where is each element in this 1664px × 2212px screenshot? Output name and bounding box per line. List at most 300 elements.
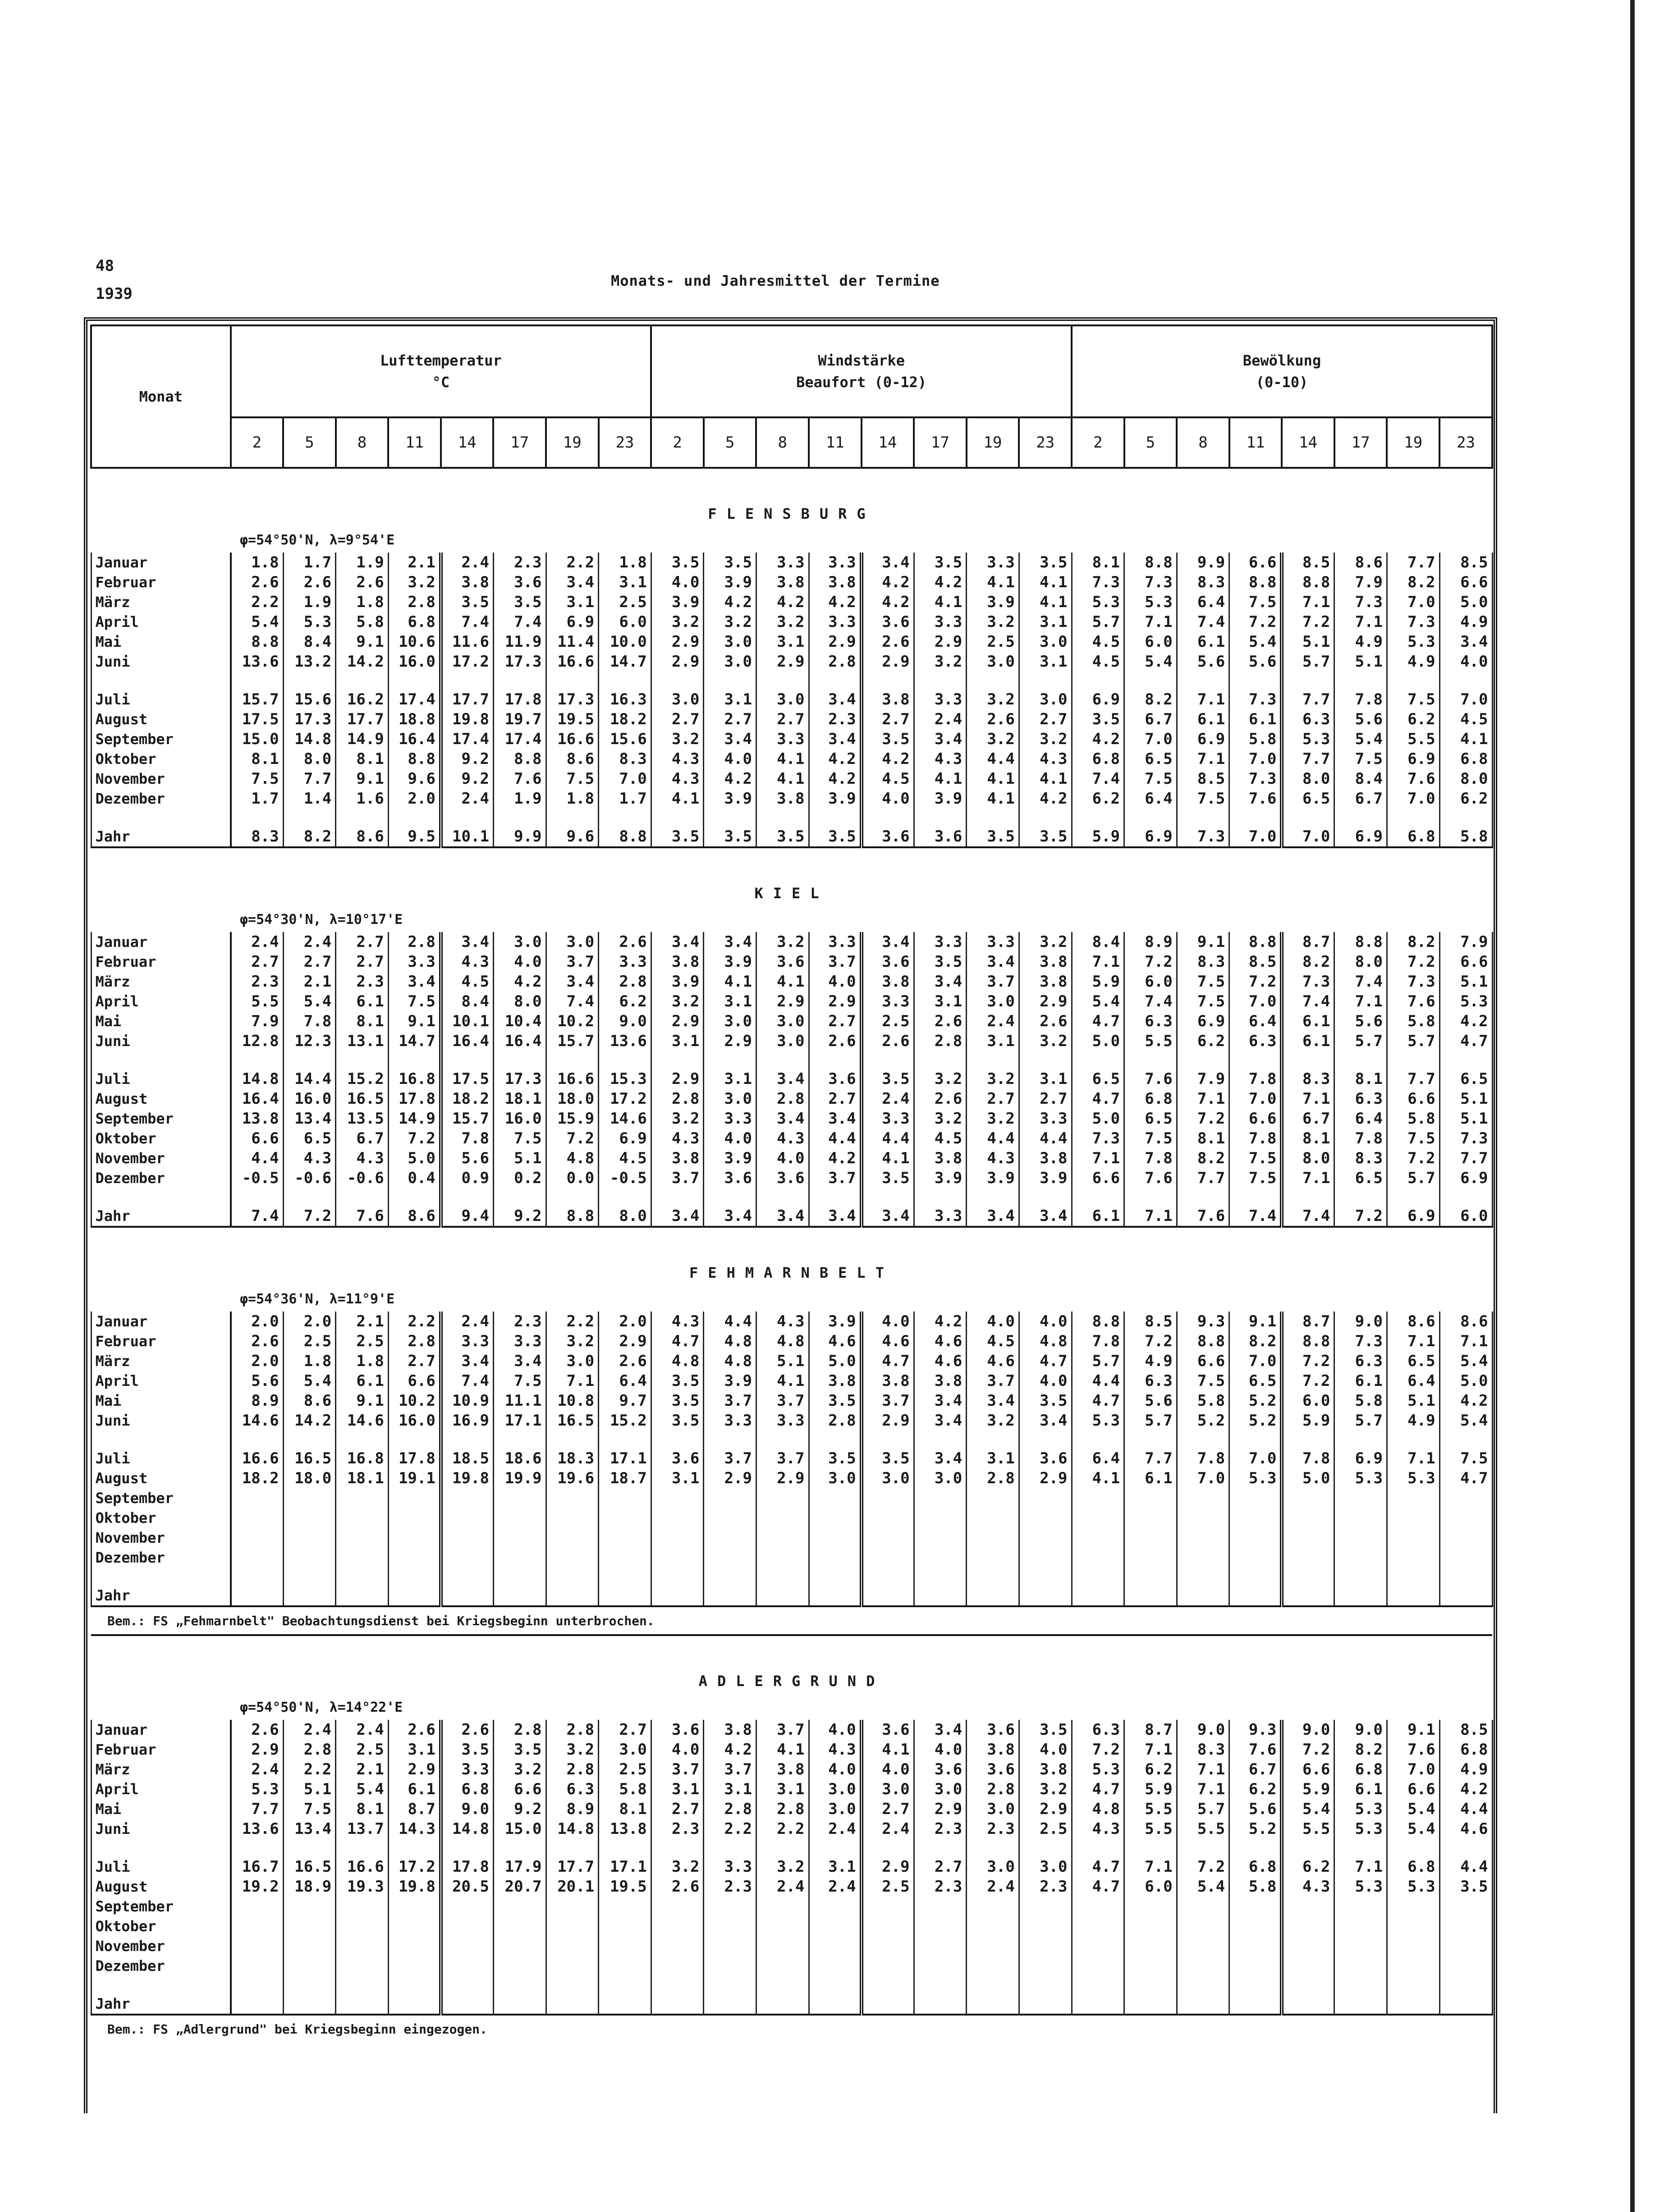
wind-value: 3.3	[704, 1109, 756, 1129]
temp-value: 10.2	[546, 1011, 599, 1031]
spacer-cell	[1282, 1568, 1334, 1586]
spacer-cell	[704, 1188, 756, 1206]
spacer-cell	[809, 809, 862, 827]
spacer-cell	[1334, 1839, 1387, 1857]
cloud-value: 6.2	[1124, 1760, 1177, 1779]
temp-value: 2.3	[493, 553, 546, 572]
temp-value	[546, 1956, 599, 1976]
hour-header: 14	[441, 417, 494, 468]
spacer-cell	[283, 672, 336, 690]
wind-value: 3.4	[704, 729, 756, 749]
temp-value: 13.7	[336, 1819, 389, 1839]
wind-value: 3.2	[651, 729, 704, 749]
temp-value: 2.3	[336, 972, 389, 992]
cloud-value: 8.4	[1072, 932, 1124, 952]
temp-value: 9.1	[336, 1391, 389, 1411]
wind-value	[704, 1548, 756, 1568]
cloud-value: 7.1	[1439, 1331, 1492, 1351]
cloud-value: 4.4	[1439, 1799, 1492, 1819]
spacer-cell	[91, 1976, 231, 1994]
spacer-cell	[1177, 672, 1229, 690]
wind-value: 3.4	[967, 1206, 1019, 1227]
station-header-row	[91, 468, 1492, 527]
temp-value	[283, 1488, 336, 1508]
temp-value	[336, 1916, 389, 1936]
cloud-value: 5.2	[1229, 1819, 1282, 1839]
temp-value: 18.1	[336, 1468, 389, 1488]
cloud-value: 7.4	[1334, 972, 1387, 992]
cloud-value: 6.6	[1439, 952, 1492, 972]
temp-value	[441, 1508, 494, 1528]
temp-value	[388, 1956, 441, 1976]
wind-value: 4.2	[914, 572, 967, 592]
month-row	[91, 652, 1492, 672]
cloud-value: 6.3	[1282, 709, 1334, 729]
cloud-value: 6.3	[1072, 1720, 1124, 1740]
temp-value: 18.2	[231, 1468, 284, 1488]
cloud-value: 7.1	[1334, 1857, 1387, 1877]
wind-value: 2.7	[704, 709, 756, 729]
cloud-value: 7.5	[1124, 769, 1177, 789]
wind-value: 2.5	[967, 632, 1019, 652]
month-row	[91, 1089, 1492, 1109]
wind-value: 2.3	[1019, 1877, 1072, 1897]
wind-value: 4.1	[1019, 592, 1072, 612]
temp-value: 2.5	[599, 1760, 651, 1779]
spacer-cell	[546, 809, 599, 827]
spacer-cell	[1019, 1051, 1072, 1069]
spacer-cell	[1229, 1051, 1282, 1069]
spacer-row	[91, 1976, 1492, 1994]
wind-value: 3.4	[914, 1391, 967, 1411]
wind-value: 4.3	[756, 1129, 809, 1148]
wind-value: 3.8	[862, 1371, 914, 1391]
cloud-value: 7.6	[1124, 1069, 1177, 1089]
cloud-value: 5.0	[1439, 592, 1492, 612]
temp-value: 9.2	[493, 1206, 546, 1227]
spacer-cell	[546, 672, 599, 690]
wind-value: 4.6	[862, 1331, 914, 1351]
wind-value: 3.3	[756, 729, 809, 749]
wind-value: 3.2	[967, 1411, 1019, 1430]
wind-value: 3.6	[809, 1069, 862, 1089]
wind-value: 4.6	[967, 1351, 1019, 1371]
cloud-value: 5.7	[1334, 1411, 1387, 1430]
cloud-value: 7.3	[1334, 1331, 1387, 1351]
month-label: Oktober	[91, 749, 231, 769]
wind-value: 3.2	[967, 690, 1019, 709]
temp-value: 2.9	[231, 1740, 284, 1760]
wind-value: 2.9	[756, 992, 809, 1011]
wind-value: 2.7	[967, 1089, 1019, 1109]
wind-value: 2.7	[862, 709, 914, 729]
wind-value: 3.8	[756, 1760, 809, 1779]
cloud-value: 5.5	[1124, 1819, 1177, 1839]
temp-value: 15.6	[283, 690, 336, 709]
cloud-value: 7.3	[1177, 827, 1229, 847]
spacer-cell	[651, 1188, 704, 1206]
cloud-value	[1387, 1916, 1439, 1936]
temp-value: 3.4	[546, 972, 599, 992]
temp-value	[493, 1586, 546, 1606]
cloud-value	[1124, 1586, 1177, 1606]
spacer-row	[91, 672, 1492, 690]
wind-value: 3.8	[1019, 1760, 1072, 1779]
spacer-cell	[1282, 1839, 1334, 1857]
cloud-value: 7.5	[1439, 1449, 1492, 1468]
cloud-value: 5.6	[1229, 1799, 1282, 1819]
month-label: Januar	[91, 932, 231, 952]
temp-value	[231, 1994, 284, 2015]
wind-value: 4.2	[704, 769, 756, 789]
spacer-cell	[441, 1430, 494, 1449]
wind-value: 5.0	[809, 1351, 862, 1371]
month-label: April	[91, 1779, 231, 1799]
temp-value: 2.8	[388, 1331, 441, 1351]
cloud-value: 4.5	[1072, 652, 1124, 672]
cloud-value: 7.7	[1282, 690, 1334, 709]
cloud-value: 7.5	[1229, 1148, 1282, 1168]
wind-value	[809, 1508, 862, 1528]
wind-value: 3.7	[704, 1449, 756, 1468]
month-label: Mai	[91, 632, 231, 652]
wind-value: 3.8	[809, 1371, 862, 1391]
cloud-value: 7.0	[1387, 1760, 1439, 1779]
wind-value: 4.2	[756, 592, 809, 612]
temp-value: 5.1	[283, 1779, 336, 1799]
wind-value: 2.6	[914, 1089, 967, 1109]
wind-value	[704, 1488, 756, 1508]
temp-value: 3.3	[493, 1331, 546, 1351]
temp-value: 3.6	[493, 572, 546, 592]
wind-value: 3.7	[967, 1371, 1019, 1391]
cloud-value: 8.1	[1334, 1069, 1387, 1089]
temp-value: 5.8	[336, 612, 389, 632]
month-row	[91, 1548, 1492, 1568]
wind-value: 4.0	[862, 789, 914, 809]
temp-value: 7.4	[441, 612, 494, 632]
spacer-cell	[1387, 1430, 1439, 1449]
month-label: Jahr	[91, 1586, 231, 1606]
wind-value	[914, 1488, 967, 1508]
wind-value: 3.8	[862, 972, 914, 992]
wind-value: 3.1	[704, 1779, 756, 1799]
temp-value	[441, 1586, 494, 1606]
temp-value: 7.7	[283, 769, 336, 789]
spacer-cell	[651, 1051, 704, 1069]
wind-value: 2.9	[1019, 992, 1072, 1011]
cloud-value: 4.5	[1072, 632, 1124, 652]
cloud-value: 7.0	[1229, 1351, 1282, 1371]
cloud-value: 9.1	[1387, 1720, 1439, 1740]
spacer-cell	[599, 1188, 651, 1206]
cloud-value: 7.6	[1387, 769, 1439, 789]
spacer-cell	[1072, 1839, 1124, 1857]
wind-value: 3.7	[862, 1391, 914, 1411]
temp-value: 13.4	[283, 1109, 336, 1129]
temp-value: 19.5	[546, 709, 599, 729]
wind-value: 3.4	[1019, 1411, 1072, 1430]
cloud-value: 5.4	[1282, 1799, 1334, 1819]
month-row	[91, 729, 1492, 749]
cloud-value: 5.5	[1282, 1819, 1334, 1839]
wind-value	[651, 1548, 704, 1568]
cloud-value: 5.4	[1072, 992, 1124, 1011]
cloud-value: 7.9	[1334, 572, 1387, 592]
wind-value	[651, 1508, 704, 1528]
hour-header: 17	[914, 417, 967, 468]
temp-value: 2.4	[441, 789, 494, 809]
cloud-value	[1282, 1916, 1334, 1936]
wind-value: 4.5	[862, 769, 914, 789]
spacer-cell	[231, 809, 284, 827]
cloud-value: 7.2	[1124, 952, 1177, 972]
temp-value: 2.2	[283, 1760, 336, 1779]
spacer-cell	[1334, 809, 1387, 827]
wind-value: 3.5	[1019, 553, 1072, 572]
spacer-cell	[651, 809, 704, 827]
temp-value: 3.4	[493, 1351, 546, 1371]
wind-value: 2.7	[862, 1799, 914, 1819]
wind-value: 2.4	[809, 1819, 862, 1839]
wind-value: 3.2	[704, 612, 756, 632]
temp-value: 16.4	[388, 729, 441, 749]
spacer-cell	[1019, 1976, 1072, 1994]
temp-value: 17.8	[493, 690, 546, 709]
temp-value: 2.7	[336, 952, 389, 972]
cloud-value: 6.1	[1282, 1031, 1334, 1051]
wind-value: 4.4	[967, 1129, 1019, 1148]
temp-value: 17.3	[283, 709, 336, 729]
cloud-value: 7.5	[1177, 992, 1229, 1011]
cloud-value: 7.8	[1072, 1331, 1124, 1351]
spacer-cell	[231, 1839, 284, 1857]
temp-value	[441, 1548, 494, 1568]
wind-value: 3.5	[862, 729, 914, 749]
temp-value: 2.0	[388, 789, 441, 809]
temp-value: 13.8	[599, 1819, 651, 1839]
spacer-cell	[704, 1839, 756, 1857]
temp-value: 17.7	[441, 690, 494, 709]
temp-value: 14.2	[336, 652, 389, 672]
wind-value	[967, 1508, 1019, 1528]
temp-value: 0.9	[441, 1168, 494, 1188]
temp-value: 8.9	[546, 1799, 599, 1819]
temp-value: -0.5	[231, 1168, 284, 1188]
temp-value: 5.3	[283, 612, 336, 632]
cloud-value: 5.1	[1387, 1391, 1439, 1411]
wind-value: 3.3	[809, 932, 862, 952]
cloud-value: 7.8	[1282, 1449, 1334, 1468]
wind-value: 3.4	[651, 932, 704, 952]
temp-value: 14.6	[336, 1411, 389, 1430]
month-label: Dezember	[91, 1548, 231, 1568]
cloud-value	[1229, 1897, 1282, 1916]
temp-value	[336, 1897, 389, 1916]
wind-value: 2.9	[651, 1069, 704, 1089]
cloud-value: 6.1	[1177, 632, 1229, 652]
temp-value: 10.8	[546, 1391, 599, 1411]
cloud-value: 5.2	[1229, 1391, 1282, 1411]
temp-value	[336, 1488, 389, 1508]
wind-value: 3.4	[914, 1411, 967, 1430]
temp-value: 9.1	[336, 632, 389, 652]
wind-value: 3.3	[704, 1857, 756, 1877]
cloud-value: 8.0	[1334, 952, 1387, 972]
wind-value: 2.6	[862, 632, 914, 652]
temp-value	[546, 1508, 599, 1528]
wind-value	[914, 1548, 967, 1568]
temp-value: 20.7	[493, 1877, 546, 1897]
wind-value: 4.0	[862, 1760, 914, 1779]
wind-value: 3.2	[651, 1109, 704, 1129]
cloud-value: 4.6	[1439, 1819, 1492, 1839]
spacer-cell	[1229, 1188, 1282, 1206]
wind-value: 3.0	[704, 652, 756, 672]
wind-value: 2.9	[651, 652, 704, 672]
cloud-value	[1439, 1916, 1492, 1936]
cloud-value: 8.3	[1282, 1069, 1334, 1089]
cloud-value: 7.3	[1387, 612, 1439, 632]
temp-value: 6.7	[336, 1129, 389, 1148]
cloud-value	[1177, 1994, 1229, 2015]
month-label: Juni	[91, 1031, 231, 1051]
cloud-value: 4.1	[1439, 729, 1492, 749]
cloud-value	[1439, 1897, 1492, 1916]
wind-value	[862, 1897, 914, 1916]
wind-value	[862, 1916, 914, 1936]
temp-value: 1.8	[336, 1351, 389, 1371]
cloud-value	[1229, 1528, 1282, 1548]
cloud-value: 5.8	[1387, 1011, 1439, 1031]
cloud-value: 8.2	[1387, 572, 1439, 592]
cloud-value	[1282, 1936, 1334, 1956]
cloud-value: 8.3	[1177, 952, 1229, 972]
wind-value: 2.6	[862, 1031, 914, 1051]
temp-value: 9.2	[441, 749, 494, 769]
cloud-value: 7.3	[1124, 572, 1177, 592]
cloud-value	[1072, 1528, 1124, 1548]
cloud-value: 7.1	[1177, 749, 1229, 769]
wind-value: 3.0	[756, 1031, 809, 1051]
cloud-value: 9.0	[1177, 1720, 1229, 1740]
cloud-value: 7.5	[1124, 1129, 1177, 1148]
cloud-value: 7.4	[1282, 1206, 1334, 1227]
cloud-value: 8.5	[1439, 553, 1492, 572]
wind-value: 3.6	[967, 1760, 1019, 1779]
cloud-value: 5.6	[1334, 1011, 1387, 1031]
wind-value: 3.5	[862, 1069, 914, 1089]
spacer-cell	[388, 1839, 441, 1857]
temp-value: 19.8	[441, 1468, 494, 1488]
hour-header: 14	[1282, 417, 1334, 468]
cloud-value: 6.9	[1334, 1449, 1387, 1468]
cloud-value: 5.7	[1124, 1411, 1177, 1430]
temp-value: 15.9	[546, 1109, 599, 1129]
wind-value: 3.5	[809, 1449, 862, 1468]
month-label: Februar	[91, 952, 231, 972]
spacer-cell	[914, 1976, 967, 1994]
cloud-value	[1387, 1528, 1439, 1548]
cloud-value: 7.5	[1334, 749, 1387, 769]
wind-value: 3.8	[1019, 1148, 1072, 1168]
cloud-value	[1387, 1936, 1439, 1956]
spacer-cell	[1124, 1188, 1177, 1206]
hour-header: 23	[1019, 417, 1072, 468]
temp-value: 8.4	[283, 632, 336, 652]
cloud-value	[1072, 1994, 1124, 2015]
temp-value	[599, 1916, 651, 1936]
temp-value: 15.2	[599, 1411, 651, 1430]
temp-value: 8.1	[336, 1799, 389, 1819]
cloud-value	[1387, 1508, 1439, 1528]
cloud-value: 6.1	[1177, 709, 1229, 729]
spacer-cell	[704, 809, 756, 827]
wind-value	[914, 1528, 967, 1548]
month-label: Januar	[91, 553, 231, 572]
month-row	[91, 1069, 1492, 1089]
temp-value: 19.3	[336, 1877, 389, 1897]
wind-value: 2.5	[862, 1877, 914, 1897]
temp-value: 13.8	[231, 1109, 284, 1129]
spacer-cell	[283, 1188, 336, 1206]
wind-value	[809, 1528, 862, 1548]
temp-value: 5.4	[283, 992, 336, 1011]
wind-value: 3.6	[1019, 1449, 1072, 1468]
month-row	[91, 1371, 1492, 1391]
wind-value: 3.1	[1019, 612, 1072, 632]
wind-value: 4.1	[862, 1740, 914, 1760]
cloud-value: 6.9	[1387, 749, 1439, 769]
spacer-cell	[599, 1568, 651, 1586]
cloud-value: 4.2	[1439, 1779, 1492, 1799]
spacer-cell	[1019, 1839, 1072, 1857]
spacer-cell	[1282, 672, 1334, 690]
spacer-cell	[1124, 1051, 1177, 1069]
month-row	[91, 1031, 1492, 1051]
wind-value	[862, 1488, 914, 1508]
temp-value: 3.2	[493, 1760, 546, 1779]
temp-value: 13.1	[336, 1031, 389, 1051]
cloud-group-header	[1072, 325, 1492, 417]
wind-value: 3.7	[704, 1391, 756, 1411]
wind-value: 4.3	[967, 1148, 1019, 1168]
temp-value: 16.4	[441, 1031, 494, 1051]
temp-value: 16.0	[283, 1089, 336, 1109]
temp-value: 17.2	[441, 652, 494, 672]
cloud-value: 6.8	[1229, 1857, 1282, 1877]
cloud-value: 8.3	[1177, 1740, 1229, 1760]
spacer-cell	[1334, 1430, 1387, 1449]
cloud-value	[1177, 1586, 1229, 1606]
month-row	[91, 932, 1492, 952]
spacer-cell	[1387, 1976, 1439, 1994]
temp-value: 16.6	[231, 1449, 284, 1468]
temp-value: 1.8	[546, 789, 599, 809]
wind-value: 3.0	[967, 1799, 1019, 1819]
cloud-value	[1439, 1994, 1492, 2015]
cloud-value: 6.0	[1439, 1206, 1492, 1227]
temp-value: 16.7	[231, 1857, 284, 1877]
month-label: Mai	[91, 1011, 231, 1031]
cloud-value: 7.2	[1282, 612, 1334, 632]
temp-value: 18.6	[493, 1449, 546, 1468]
spacer-row	[91, 1839, 1492, 1857]
cloud-value: 7.3	[1229, 690, 1282, 709]
cloud-value	[1334, 1897, 1387, 1916]
spacer-cell	[1124, 1976, 1177, 1994]
cloud-value: 5.4	[1177, 1877, 1229, 1897]
